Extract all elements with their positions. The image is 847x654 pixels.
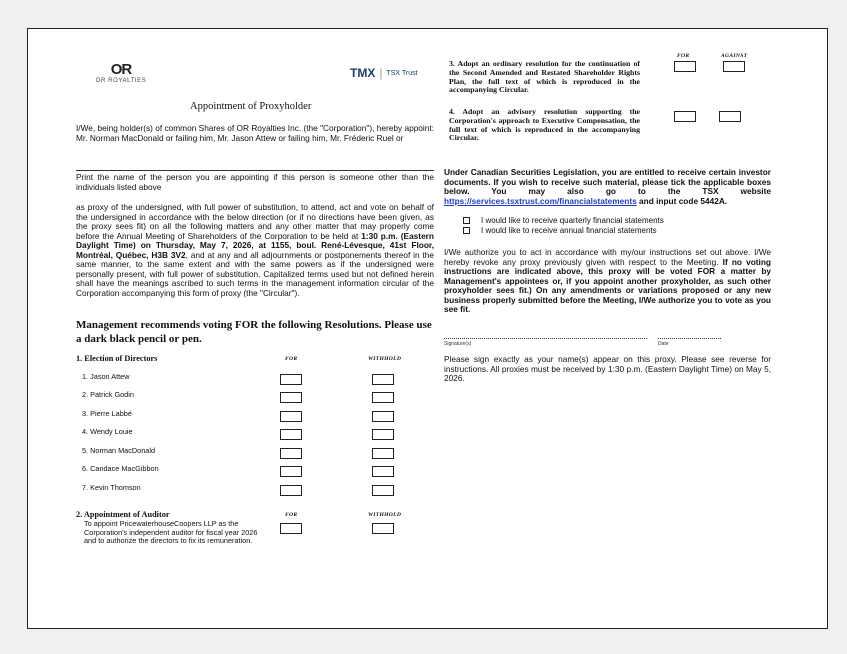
annual-statements-checkbox[interactable] [463,227,470,234]
auditor-for-checkbox[interactable] [280,523,302,534]
securities-text-1: Under Canadian Securities Legislation, you are entitled to receive certain investor documents. If you wish to receive such material, please tick the applicable boxes below. You may also go to the TSX website [444,167,771,196]
nominee-2-for-checkbox[interactable] [280,392,302,403]
quarterly-statements-checkbox[interactable] [463,217,470,224]
nominee-label: 3. Pierre Labbé [82,409,132,418]
tmx-logo-mark: TMX [350,66,376,80]
proxyholder-name-line[interactable] [76,170,434,171]
election-of-directors-heading: 1. Election of Directors [76,354,158,363]
directors-withhold-column: WITHHOLD [368,356,402,362]
date-label: Date [658,341,669,347]
management-recommendation-heading: Management recommends voting FOR the following Resolutions. Please use a dark black pencil or pen. [76,319,432,345]
resolution-3-against-checkbox[interactable] [723,61,745,72]
annual-statements-option [463,226,657,236]
resolution-3-for-checkbox[interactable] [674,61,696,72]
auditor-withhold-checkbox[interactable] [372,523,394,534]
auditor-for-column: FOR [285,512,298,518]
nominee-4-withhold-checkbox[interactable] [372,429,394,440]
directors-for-column: FOR [285,356,298,362]
nominee-5-for-checkbox[interactable] [280,448,302,459]
nominee-label: 6. Candace MacGibbon [82,464,159,473]
proxy-form-page [27,28,828,629]
nominee-3-withhold-checkbox[interactable] [372,411,394,422]
authorization-paragraph [444,248,771,315]
auditor-withhold-column: WITHHOLD [368,512,402,518]
annual-statements-label: I would like to receive annual financial statements [481,226,657,235]
nominee-6-for-checkbox[interactable] [280,466,302,477]
appointment-of-auditor-heading: 2. Appointment of Auditor [76,510,170,519]
auditor-resolution-text: To appoint PricewaterhouseCoopers LLP as the Corporation's independent auditor for fiscal year 2026 and to authorize the directors to fix its remuneration. [84,519,258,545]
nominee-2-withhold-checkbox[interactable] [372,392,394,403]
nominee-1-withhold-checkbox[interactable] [372,374,394,385]
nominee-label: 4. Wendy Louie [82,427,133,436]
nominee-5-withhold-checkbox[interactable] [372,448,394,459]
securities-legislation-paragraph [444,168,771,206]
nominee-label: 5. Norman MacDonald [82,446,156,455]
tsx-financial-statements-link[interactable]: https://services.tsxtrust.com/financialstatements [444,195,637,206]
proxy-text-1: as proxy of the undersigned, with full power of substitution, to attend, act and vote on behalf of the undersigned in accordance with the below direction (or if no directions have been given, as the proxy sees fit) on all the following matters and any other matter that may properly come before the Annual Meeting of Shareholders of the Corporation to be held at [76,202,434,241]
proxy-text-2: , and at any and all adjournments or postponements thereof in the same manner, to the same extent and with the same powers as if the undersigned were personally present, with full power of substitution. Capitalized terms used but not defined herein shall have the meanings ascribed to such terms in the management information circular of the Corporation accompanying this form of proxy (the "Circular"). [76,249,434,298]
or-royalties-logo [91,61,151,84]
nominee-3-for-checkbox[interactable] [280,411,302,422]
tsx-trust-label: TSX Trust [386,70,418,77]
nominee-label: 7. Kevin Thomson [82,483,141,492]
nominee-7-for-checkbox[interactable] [280,485,302,496]
securities-text-2: and input code 5442A. [636,195,728,206]
authorize-text-bold: If no voting instructions are indicated above, this proxy will be voted FOR a matter by Management's appointees or, if you appoint another proxyholder, as such other proxyholder sees fit.) On any amendments or variations proposed or any new business properly submitted before the Meeting, I/We authorize you to vote as you see fit. [444,256,772,314]
nominee-label: 2. Patrick Godin [82,390,134,399]
resolution-4-text: 4. Adopt an advisory resolution supporting the Corporation's approach to Executive Compensation, the full text of which is reproduced in the accompanying Circular. [449,107,640,143]
nominee-1-for-checkbox[interactable] [280,374,302,385]
resolution-4-for-checkbox[interactable] [674,111,696,122]
form-title: Appointment of Proxyholder [190,101,312,112]
appoint-paragraph: I/We, being holder(s) of common Shares of OR Royalties Inc. (the "Corporation"), hereby appoint: Mr. Norman MacDonald or failing him, Mr. Jason Attew or failing him, Mr. Fréderic Ruel or [76,123,434,143]
right-against-column: AGAINST [721,53,748,59]
authorize-text-1: I/We authorize you to act in accordance with my/our instructions set out above. I/We hereby revoke any proxy previously given with respect to the Meeting. [444,247,771,267]
resolution-4-against-checkbox[interactable] [719,111,741,122]
nominee-7-withhold-checkbox[interactable] [372,485,394,496]
or-logo-mark: OR [110,61,132,78]
or-logo-name: OR ROYALTIES [95,78,147,84]
signature-label: Signature(s) [444,341,472,347]
proxy-powers-paragraph [76,203,434,298]
print-name-instruction: Print the name of the person you are appointing if this person is someone other than the individuals listed above [76,172,434,192]
signature-line[interactable] [444,338,647,339]
sign-instructions-paragraph: Please sign exactly as your name(s) appear on this proxy. Please see reverse for instructions. All proxies must be received by 1:30 p.m. (Eastern Daylight Time) on May 5, 2026. [444,354,771,383]
meeting-details: 1:30 p.m. (Eastern Daylight Time) on Thursday, May 7, 2026, at 1155, boul. René-Lévesque, 41st Floor, Montréal, Québec, H3B 3V2 [76,230,434,260]
tsx-trust-logo: TMX | TSX Trust [350,66,418,80]
quarterly-statements-label: I would like to receive quarterly financial statements [481,216,664,225]
right-for-column: FOR [677,53,690,59]
quarterly-statements-option [463,216,664,226]
resolution-3-text: 3. Adopt an ordinary resolution for the continuation of the Second Amended and Restated Shareholder Rights Plan, the full text of which is reproduced in the accompanying Circular. [449,59,640,95]
nominee-label: 1. Jason Attew [82,372,130,381]
nominee-6-withhold-checkbox[interactable] [372,466,394,477]
nominee-4-for-checkbox[interactable] [280,429,302,440]
date-line[interactable] [658,338,721,339]
